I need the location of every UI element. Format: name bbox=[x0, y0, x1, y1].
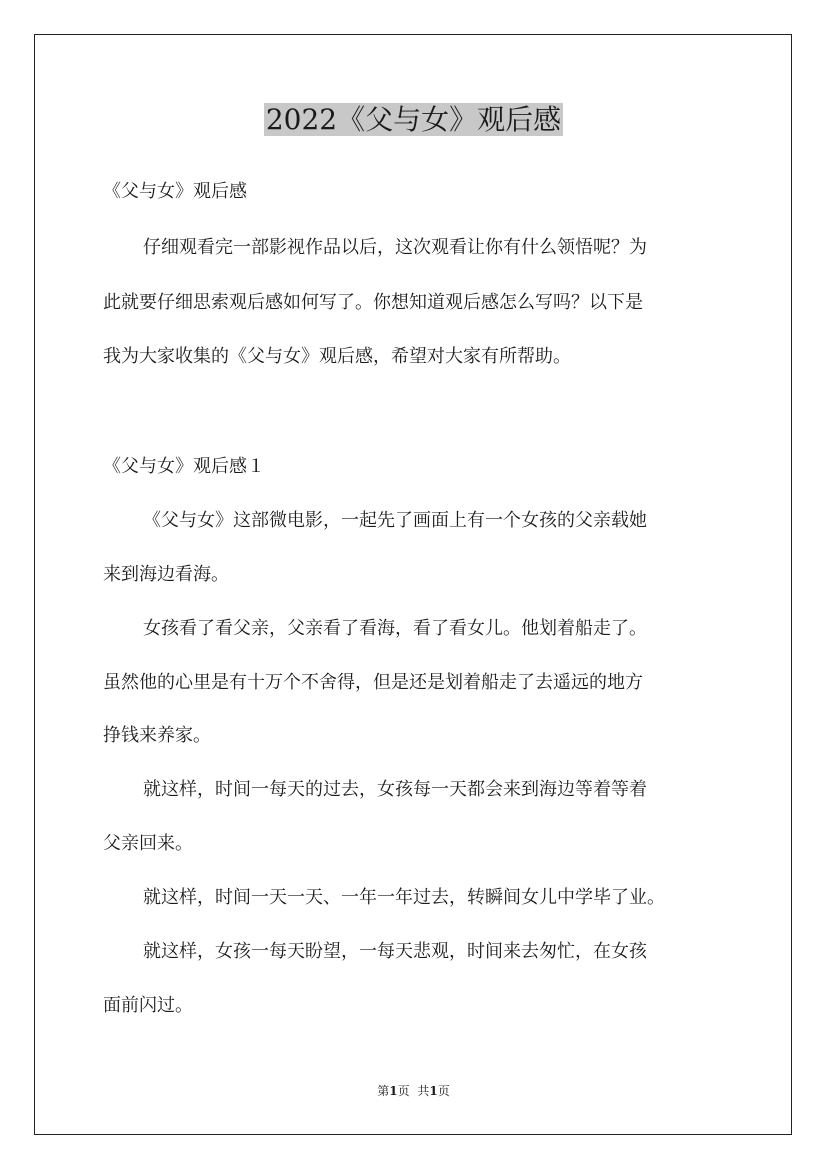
footer-total-suffix: 页 bbox=[437, 1084, 450, 1098]
section-heading: 《父与女》观后感１ bbox=[103, 456, 265, 477]
intro-line-2: 此就要仔细思索观后感如何写了。你想知道观后感怎么写吗？以下是 bbox=[103, 292, 643, 313]
body-line-6: 就这样，时间一每天的过去，女孩每一天都会来到海边等着等着 bbox=[143, 779, 647, 800]
page-footer bbox=[0, 1083, 827, 1099]
document-title bbox=[0, 100, 827, 140]
body-line-1: 《父与女》这部微电影，一起先了画面上有一个女孩的父亲载她 bbox=[143, 510, 647, 531]
body-line-3: 女孩看了看父亲，父亲看了看海，看了看女儿。他划着船走了。 bbox=[143, 618, 647, 639]
body-line-2: 来到海边看海。 bbox=[103, 564, 229, 585]
body-line-4: 虽然他的心里是有十万个不舍得，但是还是划着船走了去遥远的地方 bbox=[103, 672, 643, 693]
footer-total-prefix: 共 bbox=[417, 1084, 430, 1098]
body-line-5: 挣钱来养家。 bbox=[103, 725, 211, 746]
body-line-9: 就这样，女孩一每天盼望，一每天悲观，时间来去匆忙，在女孩 bbox=[143, 941, 647, 962]
body-line-8: 就这样，时间一天一天、一年一年过去，转瞬间女儿中学毕了业。 bbox=[143, 887, 665, 908]
footer-page-number: 1 bbox=[389, 1084, 398, 1098]
document-subtitle: 《父与女》观后感 bbox=[103, 181, 247, 202]
body-line-7: 父亲回来。 bbox=[103, 833, 193, 854]
footer-page-prefix: 第 bbox=[377, 1084, 390, 1098]
intro-line-3: 我为大家收集的《父与女》观后感，希望对大家有所帮助。 bbox=[103, 346, 571, 367]
intro-line-1: 仔细观看完一部影视作品以后，这次观看让你有什么领悟呢？为 bbox=[143, 237, 647, 258]
footer-total-pages: 1 bbox=[429, 1084, 438, 1098]
document-title-text: 2022《父与女》观后感 bbox=[265, 103, 562, 136]
body-line-10: 面前闪过。 bbox=[103, 995, 193, 1016]
footer-page-suffix: 页 bbox=[397, 1084, 410, 1098]
